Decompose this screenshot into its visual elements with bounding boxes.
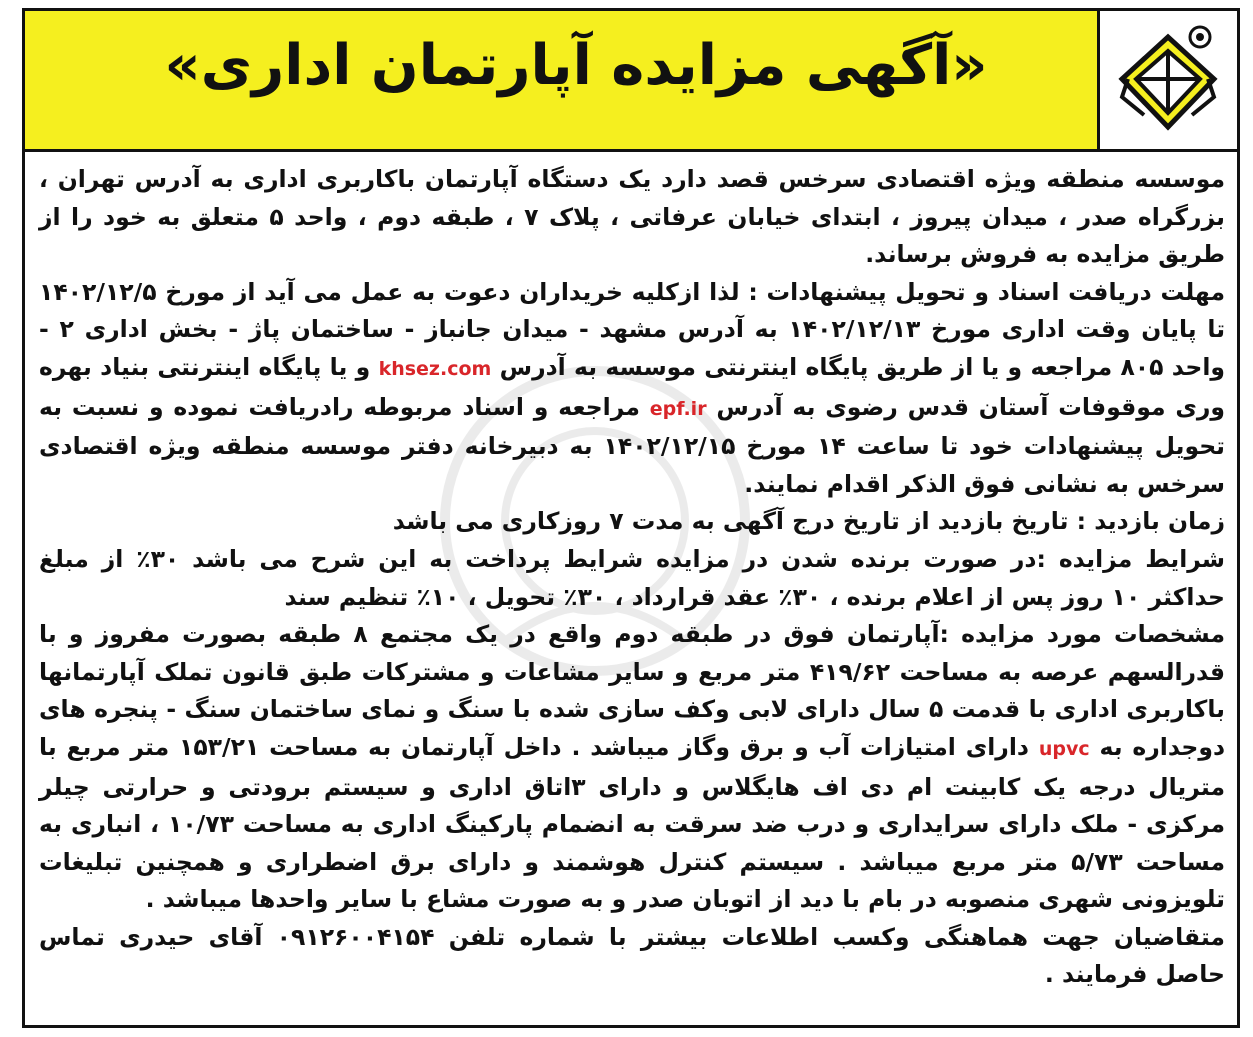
organization-emblem-icon bbox=[1114, 23, 1222, 135]
specs-text-continued: دارای امتیازات آب و برق وگاز میباشد . داخل آپارتمان به مساحت ۱۵۳/۲۱ متر مربع با متریال درجه یک کابینت ام دی اف هایگلاس و دارای ۳اتاق اداری و سیستم برودتی و حرارتی چیلر مرکزی - ملک دارای سرایداری و درب ضد سرقت به انضمام پارکینگ اداری به مساحت ۱۰/۷۳ ، انباری به مساحت ۵/۷۳ متر مربع میباشد . سیستم کنترل هوشمند و دارای برق اضطراری و همچنین تبلیغات تلویزونی شهری منصوبه در بام با دید از اتوبان صدر و به صورت مشاع با سایر واحدها میباشد . bbox=[39, 732, 1225, 914]
paragraph-specs bbox=[39, 616, 1225, 919]
specs-text: مشخصات مورد مزایده :آپارتمان فوق در طبقه دوم واقع در یک مجتمع ۸ طبقه بصورت مفروز و با قدرالسهم عرصه به مساحت ۴۱۹/۶۲ متر مربع و سایر مشاعات و مشترکات طبق قانون تملک آپارتمانها باکاربری اداری با قدمت ۵ سال دارای لابی وکف سازی شده با سنگ و نمای ساختمان سنگ - پنجره های دوجداره به bbox=[39, 620, 1226, 761]
paragraph-deadline bbox=[39, 274, 1225, 504]
khsez-link[interactable]: khsez.com bbox=[378, 357, 492, 380]
submission-text: مراجعه و اسناد مربوطه رادریافت نموده و نسبت به تحویل پیشنهادات خود تا ساعت ۱۴ مورخ ۱۴۰۲/۱۲/۱۵ به دبیرخانه دفتر موسسه منطقه ویژه اقتصادی سرخس به نشانی فوق الذکر اقدام نمایند. bbox=[39, 392, 1225, 498]
notice-title: «آگهی مزایده آپارتمان اداری» bbox=[164, 33, 988, 98]
paragraph-visit: زمان بازدید : تاریخ بازدید از تاریخ درج آگهی به مدت ۷ روزکاری می باشد bbox=[392, 507, 1225, 536]
logo bbox=[1097, 11, 1237, 149]
notice-frame bbox=[22, 8, 1240, 1028]
upvc-label: upvc bbox=[1038, 737, 1090, 760]
deadline-text: مهلت دریافت اسناد و تحویل پیشنهادات : لذا ازکلیه خریداران دعوت به عمل می آید از مورخ ۱۴۰۲/۱۲/۵ تا پایان وقت اداری مورخ ۱۴۰۲/۱۲/۱۳ به آدرس مشهد - میدان جانباز - ساختمان پاژ - بخش اداری ۲ - واحد ۸۰۵ مراجعه و یا از طریق پایگاه اینترنتی موسسه به آدرس bbox=[39, 277, 1226, 381]
epf-link[interactable]: epf.ir bbox=[649, 397, 707, 420]
notice-header bbox=[25, 11, 1237, 152]
notice-body bbox=[39, 161, 1225, 994]
paragraph-contact: متقاضیان جهت هماهنگی وکسب اطلاعات بیشتر با شماره تلفن ۰۹۱۲۶۰۰۴۱۵۴ آقای حیدری تماس حاصل فرمایند . bbox=[39, 922, 1225, 989]
paragraph-intro: موسسه منطقه ویژه اقتصادی سرخس قصد دارد یک دستگاه آپارتمان باکاربری اداری به آدرس تهران ، بزرگراه صدر ، میدان پیروز ، ابتدای خیابان عرفاتی ، پلاک ۷ ، طبقه دوم ، واحد ۵ متعلق به خود را از طریق مزایده به فروش برساند. bbox=[39, 165, 1226, 269]
foundation-text: و یا پایگاه اینترنتی بنیاد بهره وری موقوفات آستان قدس رضوی به آدرس bbox=[39, 352, 1225, 421]
paragraph-conditions: شرایط مزایده :در صورت برنده شدن در مزایده شرایط پرداخت به این شرح می باشد ۳۰٪ از مبلغ حداکثر ۱۰ روز پس از اعلام برنده ، ۳۰٪ عقد قرارداد ، ۳۰٪ تحویل ، ۱۰٪ تنظیم سند bbox=[39, 544, 1225, 611]
